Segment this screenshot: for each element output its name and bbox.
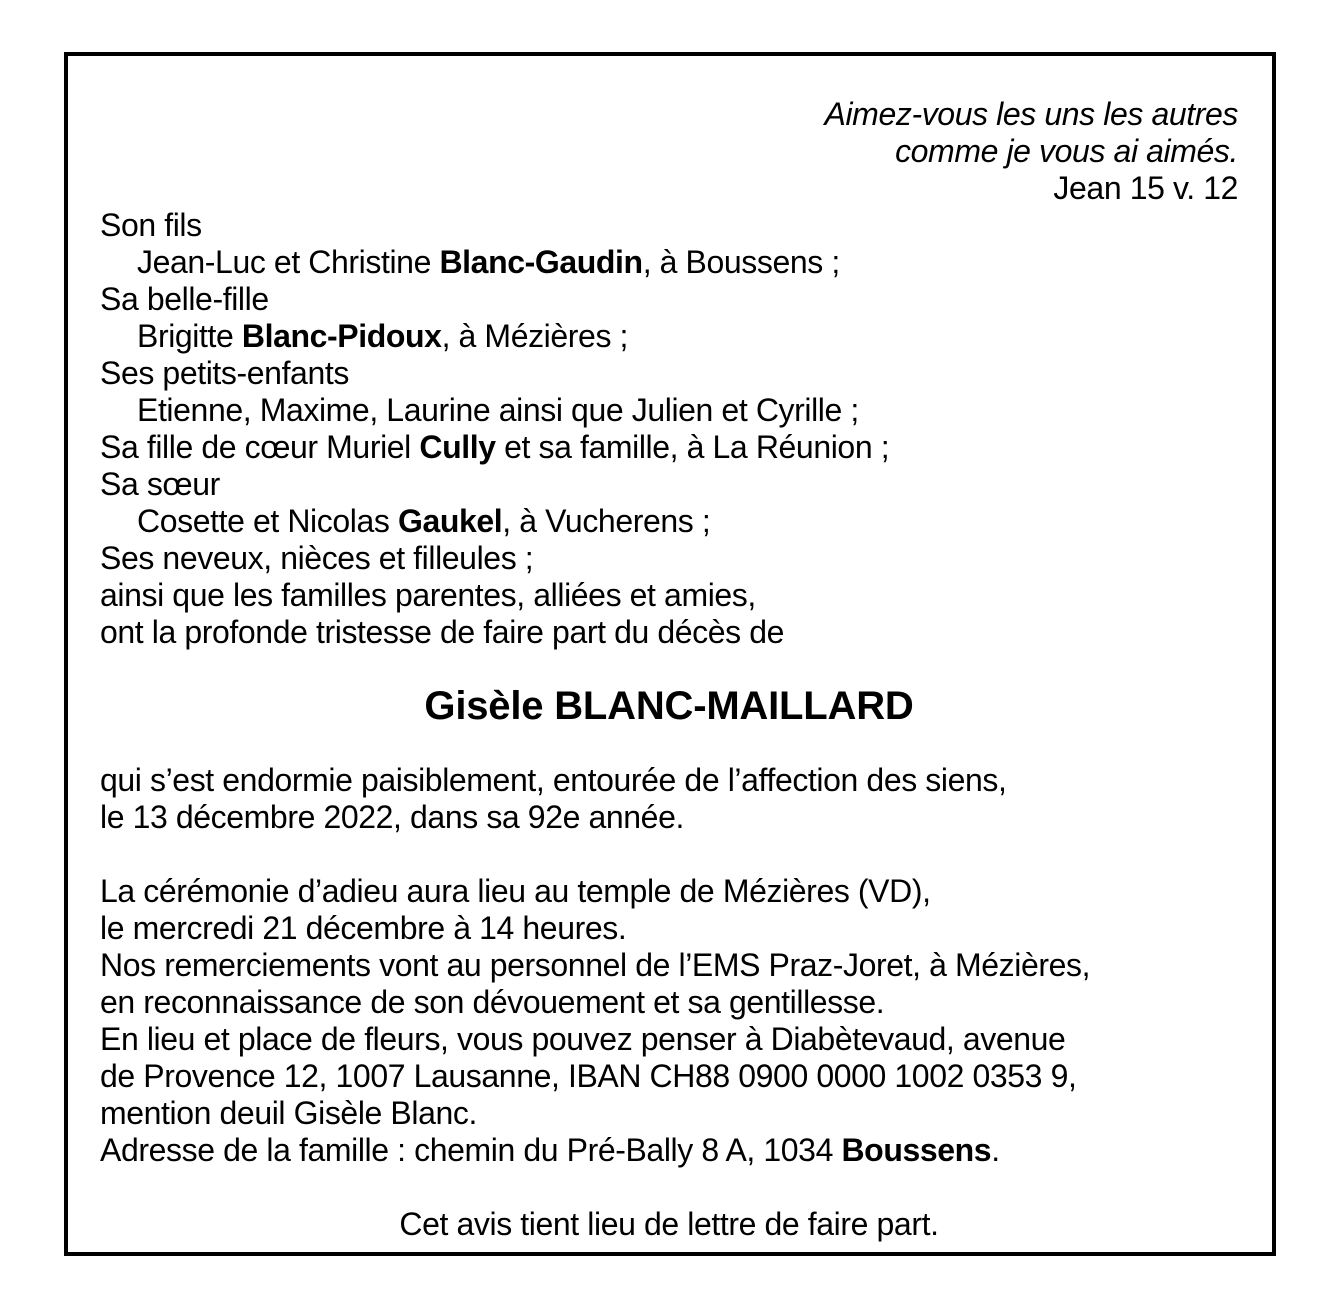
text-line xyxy=(100,984,1238,1021)
text-line xyxy=(100,392,1238,429)
text-line xyxy=(100,318,1238,355)
text-segment: de Provence 12, 1007 Lausanne, IBAN CH88 0900 0000 1002 0353 9, xyxy=(100,1058,1077,1094)
epigraph-line-1: Aimez-vous les uns les autres xyxy=(824,96,1238,132)
text-segment: , à Vucherens ; xyxy=(502,503,711,539)
text-line xyxy=(100,207,1238,244)
text-segment: le 13 décembre 2022, dans sa 92e année. xyxy=(100,799,684,835)
surname-bold: Boussens xyxy=(841,1132,992,1168)
surname-bold: Blanc-Pidoux xyxy=(241,318,442,354)
text-segment: le mercredi 21 décembre à 14 heures. xyxy=(100,910,627,946)
family-list xyxy=(100,207,1238,651)
text-segment: Etienne, Maxime, Laurine ainsi que Julien et Cyrille ; xyxy=(137,392,859,428)
epigraph-line-2: comme je vous ai aimés. xyxy=(895,133,1238,169)
text-line xyxy=(100,799,1238,836)
text-line xyxy=(100,577,1238,614)
closing-line: Cet avis tient lieu de lettre de faire part. xyxy=(399,1206,939,1242)
text-segment: Cosette et Nicolas xyxy=(137,503,398,539)
text-segment: et sa famille, à La Réunion ; xyxy=(495,429,890,465)
epigraph-attribution: Jean 15 v. 12 xyxy=(1053,170,1238,206)
text-segment: Sa belle-fille xyxy=(100,281,269,317)
text-line xyxy=(100,614,1238,651)
deceased-name: Gisèle BLANC-MAILLARD xyxy=(424,684,914,728)
text-line xyxy=(100,244,1238,281)
text-line xyxy=(100,1095,1238,1132)
text-segment: , à Boussens ; xyxy=(642,244,840,280)
text-line xyxy=(100,1132,1238,1169)
epigraph xyxy=(100,96,1238,207)
text-segment: , à Mézières ; xyxy=(441,318,629,354)
surname-bold: Cully xyxy=(419,429,496,465)
death-notice-card xyxy=(64,52,1276,1256)
funeral-details-paragraph xyxy=(100,873,1238,1169)
text-segment: Ses neveux, nièces et filleules ; xyxy=(100,540,534,576)
text-line xyxy=(100,762,1238,799)
text-segment: . xyxy=(991,1132,1000,1168)
text-segment: ont la profonde tristesse de faire part du décès de xyxy=(100,614,785,650)
text-segment: Ses petits-enfants xyxy=(100,355,349,391)
text-segment: Sa sœur xyxy=(100,466,220,502)
text-segment: En lieu et place de fleurs, vous pouvez penser à Diabètevaud, avenue xyxy=(100,1021,1066,1057)
text-line xyxy=(100,281,1238,318)
text-line xyxy=(100,503,1238,540)
surname-bold: Blanc-Gaudin xyxy=(439,244,643,280)
text-segment: ainsi que les familles parentes, alliées et amies, xyxy=(100,577,756,613)
text-line xyxy=(100,540,1238,577)
text-segment: en reconnaissance de son dévouement et sa gentillesse. xyxy=(100,984,885,1020)
text-segment: Nos remerciements vont au personnel de l’EMS Praz-Joret, à Mézières, xyxy=(100,947,1091,983)
text-segment: La cérémonie d’adieu aura lieu au temple de Mézières (VD), xyxy=(100,873,931,909)
text-line xyxy=(100,910,1238,947)
text-segment: Son fils xyxy=(100,207,202,243)
text-segment: mention deuil Gisèle Blanc. xyxy=(100,1095,477,1131)
text-line xyxy=(100,466,1238,503)
text-line xyxy=(100,1058,1238,1095)
text-segment: Jean-Luc et Christine xyxy=(137,244,440,280)
death-paragraph xyxy=(100,762,1238,836)
text-line xyxy=(100,429,1238,466)
surname-bold: Gaukel xyxy=(397,503,503,539)
text-segment: Adresse de la famille : chemin du Pré-Bally 8 A, 1034 xyxy=(100,1132,842,1168)
text-line xyxy=(100,1021,1238,1058)
text-segment: Brigitte xyxy=(137,318,242,354)
text-segment: Sa fille de cœur Muriel xyxy=(100,429,420,465)
text-segment: qui s’est endormie paisiblement, entourée de l’affection des siens, xyxy=(100,762,1007,798)
text-line xyxy=(100,355,1238,392)
text-line xyxy=(100,873,1238,910)
text-line xyxy=(100,947,1238,984)
